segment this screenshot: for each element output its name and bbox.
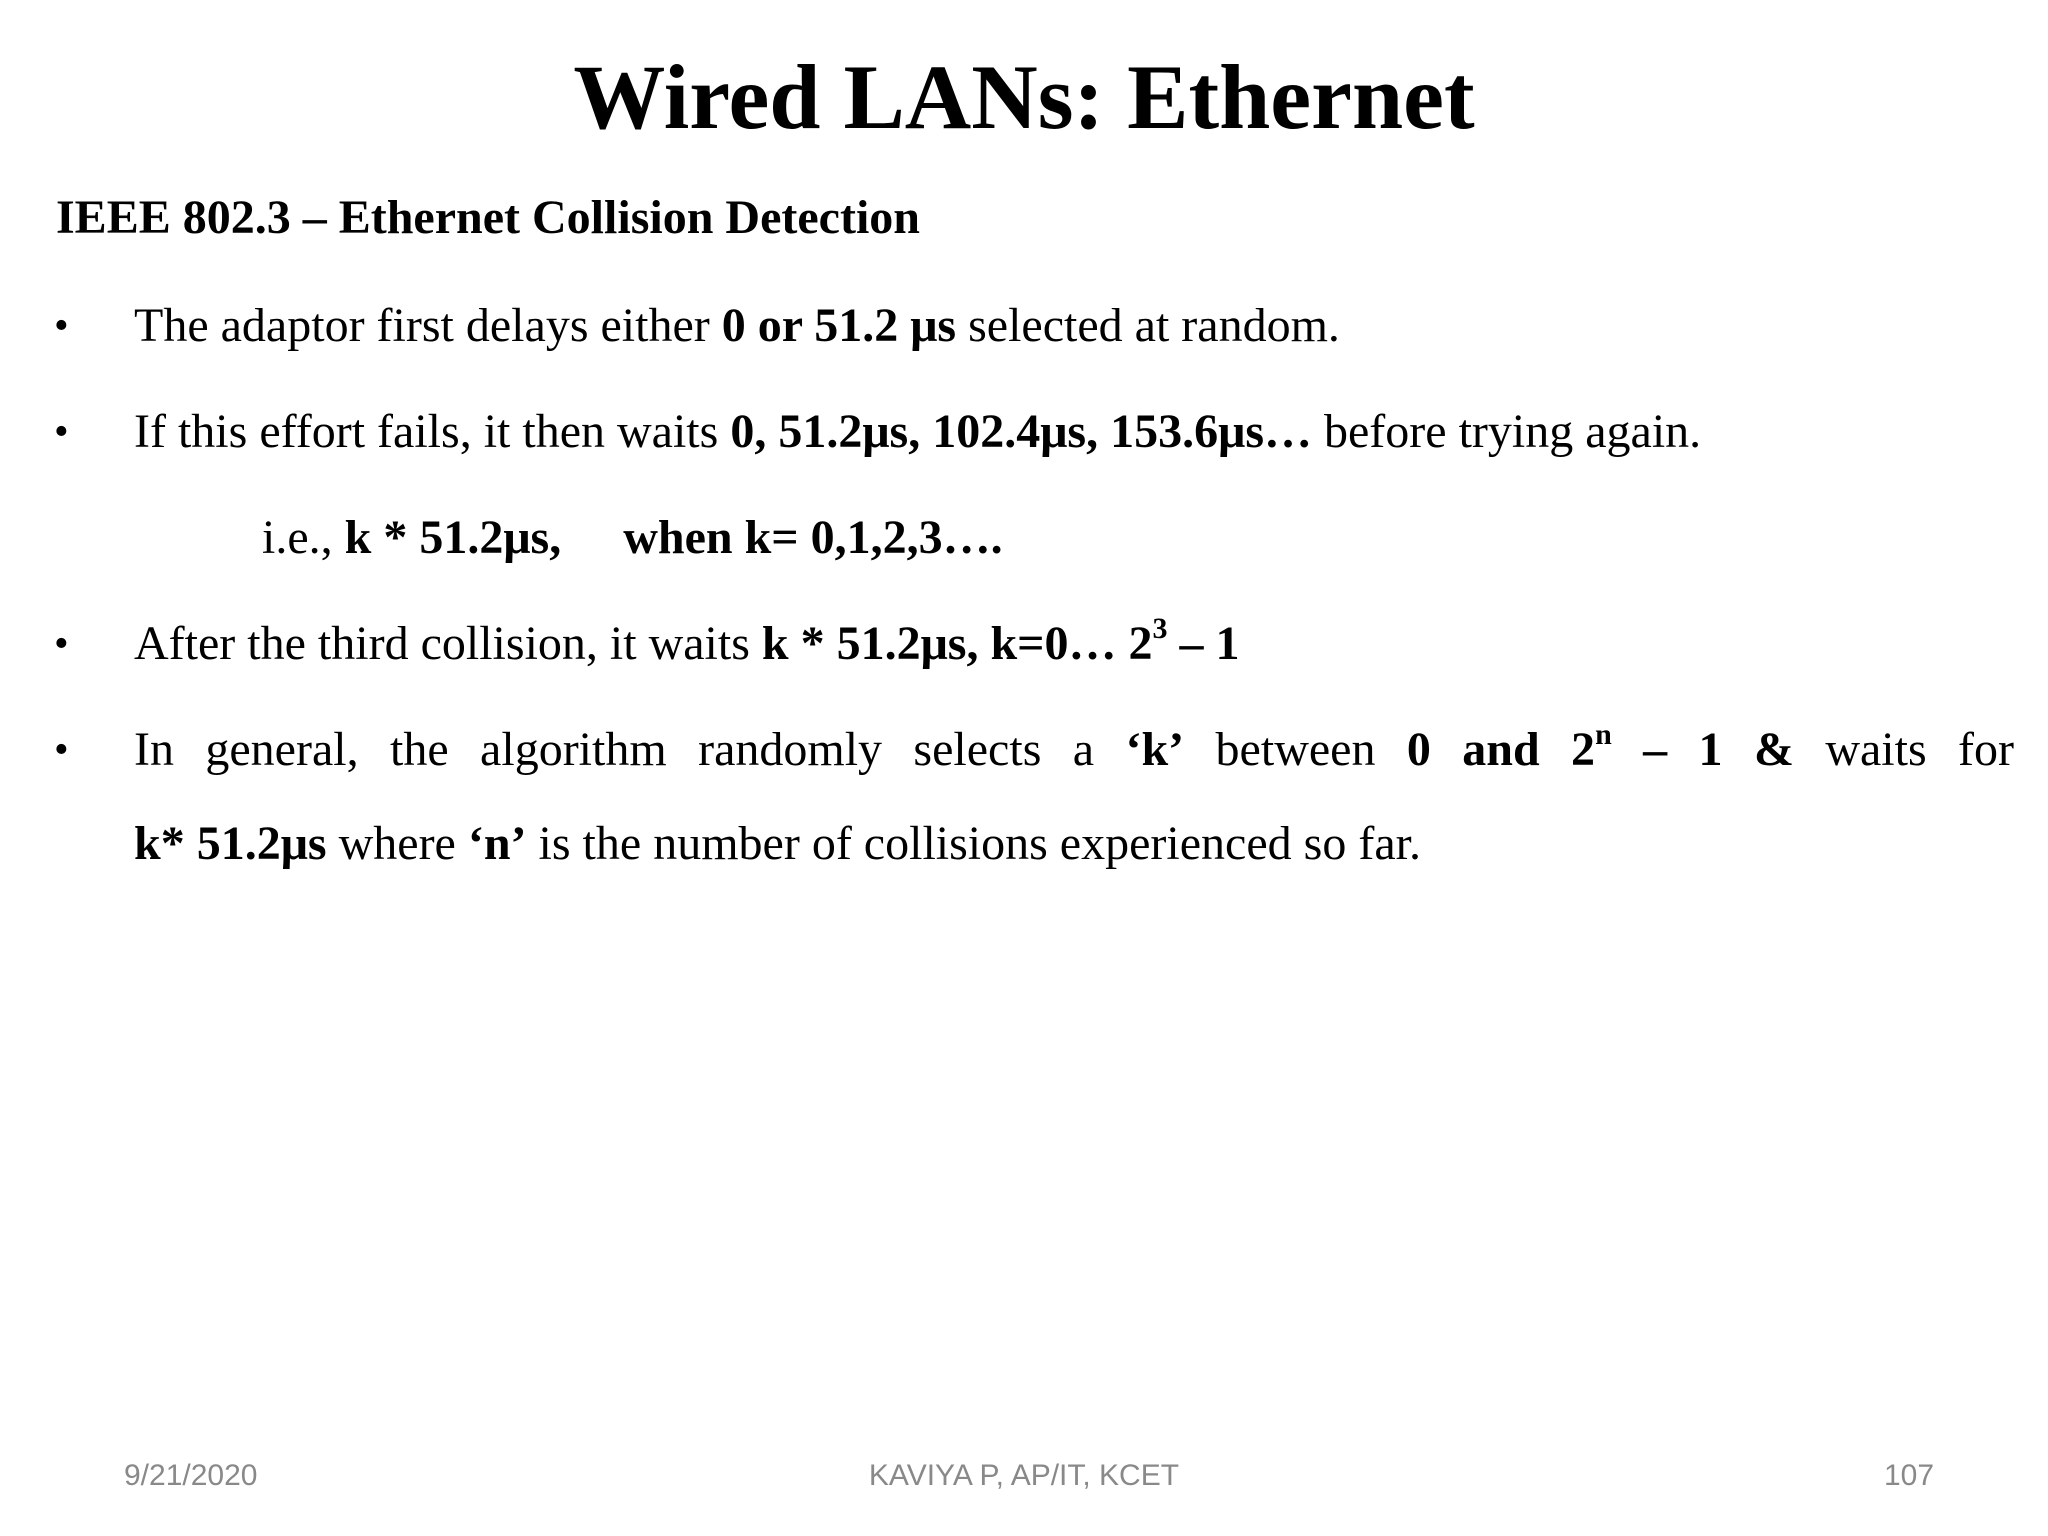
bullet-text bbox=[134, 296, 1340, 356]
bullet-text-line-1 bbox=[134, 720, 2014, 780]
text-run: where bbox=[326, 817, 468, 870]
text-run: selected at random. bbox=[956, 299, 1340, 352]
text-run: After the third collision, it waits bbox=[134, 617, 762, 670]
bullet-text bbox=[134, 614, 1240, 674]
slide-title: Wired LANs: Ethernet bbox=[573, 46, 1475, 148]
text-run: between bbox=[1184, 723, 1407, 776]
bold-run: k* 51.2μs bbox=[134, 817, 327, 870]
bold-run: ‘k’ bbox=[1125, 723, 1185, 776]
superscript: n bbox=[1595, 718, 1612, 751]
bold-run: – 1 bbox=[1167, 617, 1240, 670]
bold-run: 0 and 2 bbox=[1406, 723, 1596, 776]
footer-date: 9/21/2020 bbox=[124, 1459, 258, 1492]
bold-run: when k= 0,1,2,3…. bbox=[623, 511, 1003, 564]
bullet-text-line-2 bbox=[134, 814, 1421, 874]
text-run: is the number of collisions experienced so far. bbox=[526, 817, 1421, 870]
bullet-text bbox=[134, 402, 1701, 462]
text-run: If this effort fails, it then waits bbox=[134, 405, 731, 458]
bold-run: 0, 51.2μs, 102.4μs, 153.6μs… bbox=[730, 405, 1312, 458]
text-run: The adaptor first delays either bbox=[134, 299, 722, 352]
superscript: 3 bbox=[1152, 612, 1168, 645]
bullet-marker: • bbox=[54, 303, 69, 349]
bullet-marker: • bbox=[54, 409, 69, 455]
bold-run: k * 51.2μs, bbox=[344, 511, 562, 564]
bullet-marker: • bbox=[54, 727, 69, 773]
bullet-marker: • bbox=[54, 621, 69, 667]
footer-page-number: 107 bbox=[1884, 1459, 1935, 1492]
example-formula-line bbox=[262, 508, 1003, 568]
text-run: i.e., bbox=[262, 511, 345, 564]
text-run: In general, the algorithm randomly selects a bbox=[134, 723, 1126, 776]
text-run: waits for bbox=[1793, 723, 2015, 776]
section-subheading: IEEE 802.3 – Ethernet Collision Detection bbox=[56, 191, 920, 244]
bold-run: k * 51.2μs, k=0… 2 bbox=[761, 617, 1153, 670]
bold-run: – 1 & bbox=[1611, 723, 1794, 776]
bold-run: 0 or 51.2 μs bbox=[721, 299, 957, 352]
text-run: before trying again. bbox=[1312, 405, 1702, 458]
bold-run: ‘n’ bbox=[467, 817, 527, 870]
footer-author: KAVIYA P, AP/IT, KCET bbox=[868, 1459, 1180, 1492]
